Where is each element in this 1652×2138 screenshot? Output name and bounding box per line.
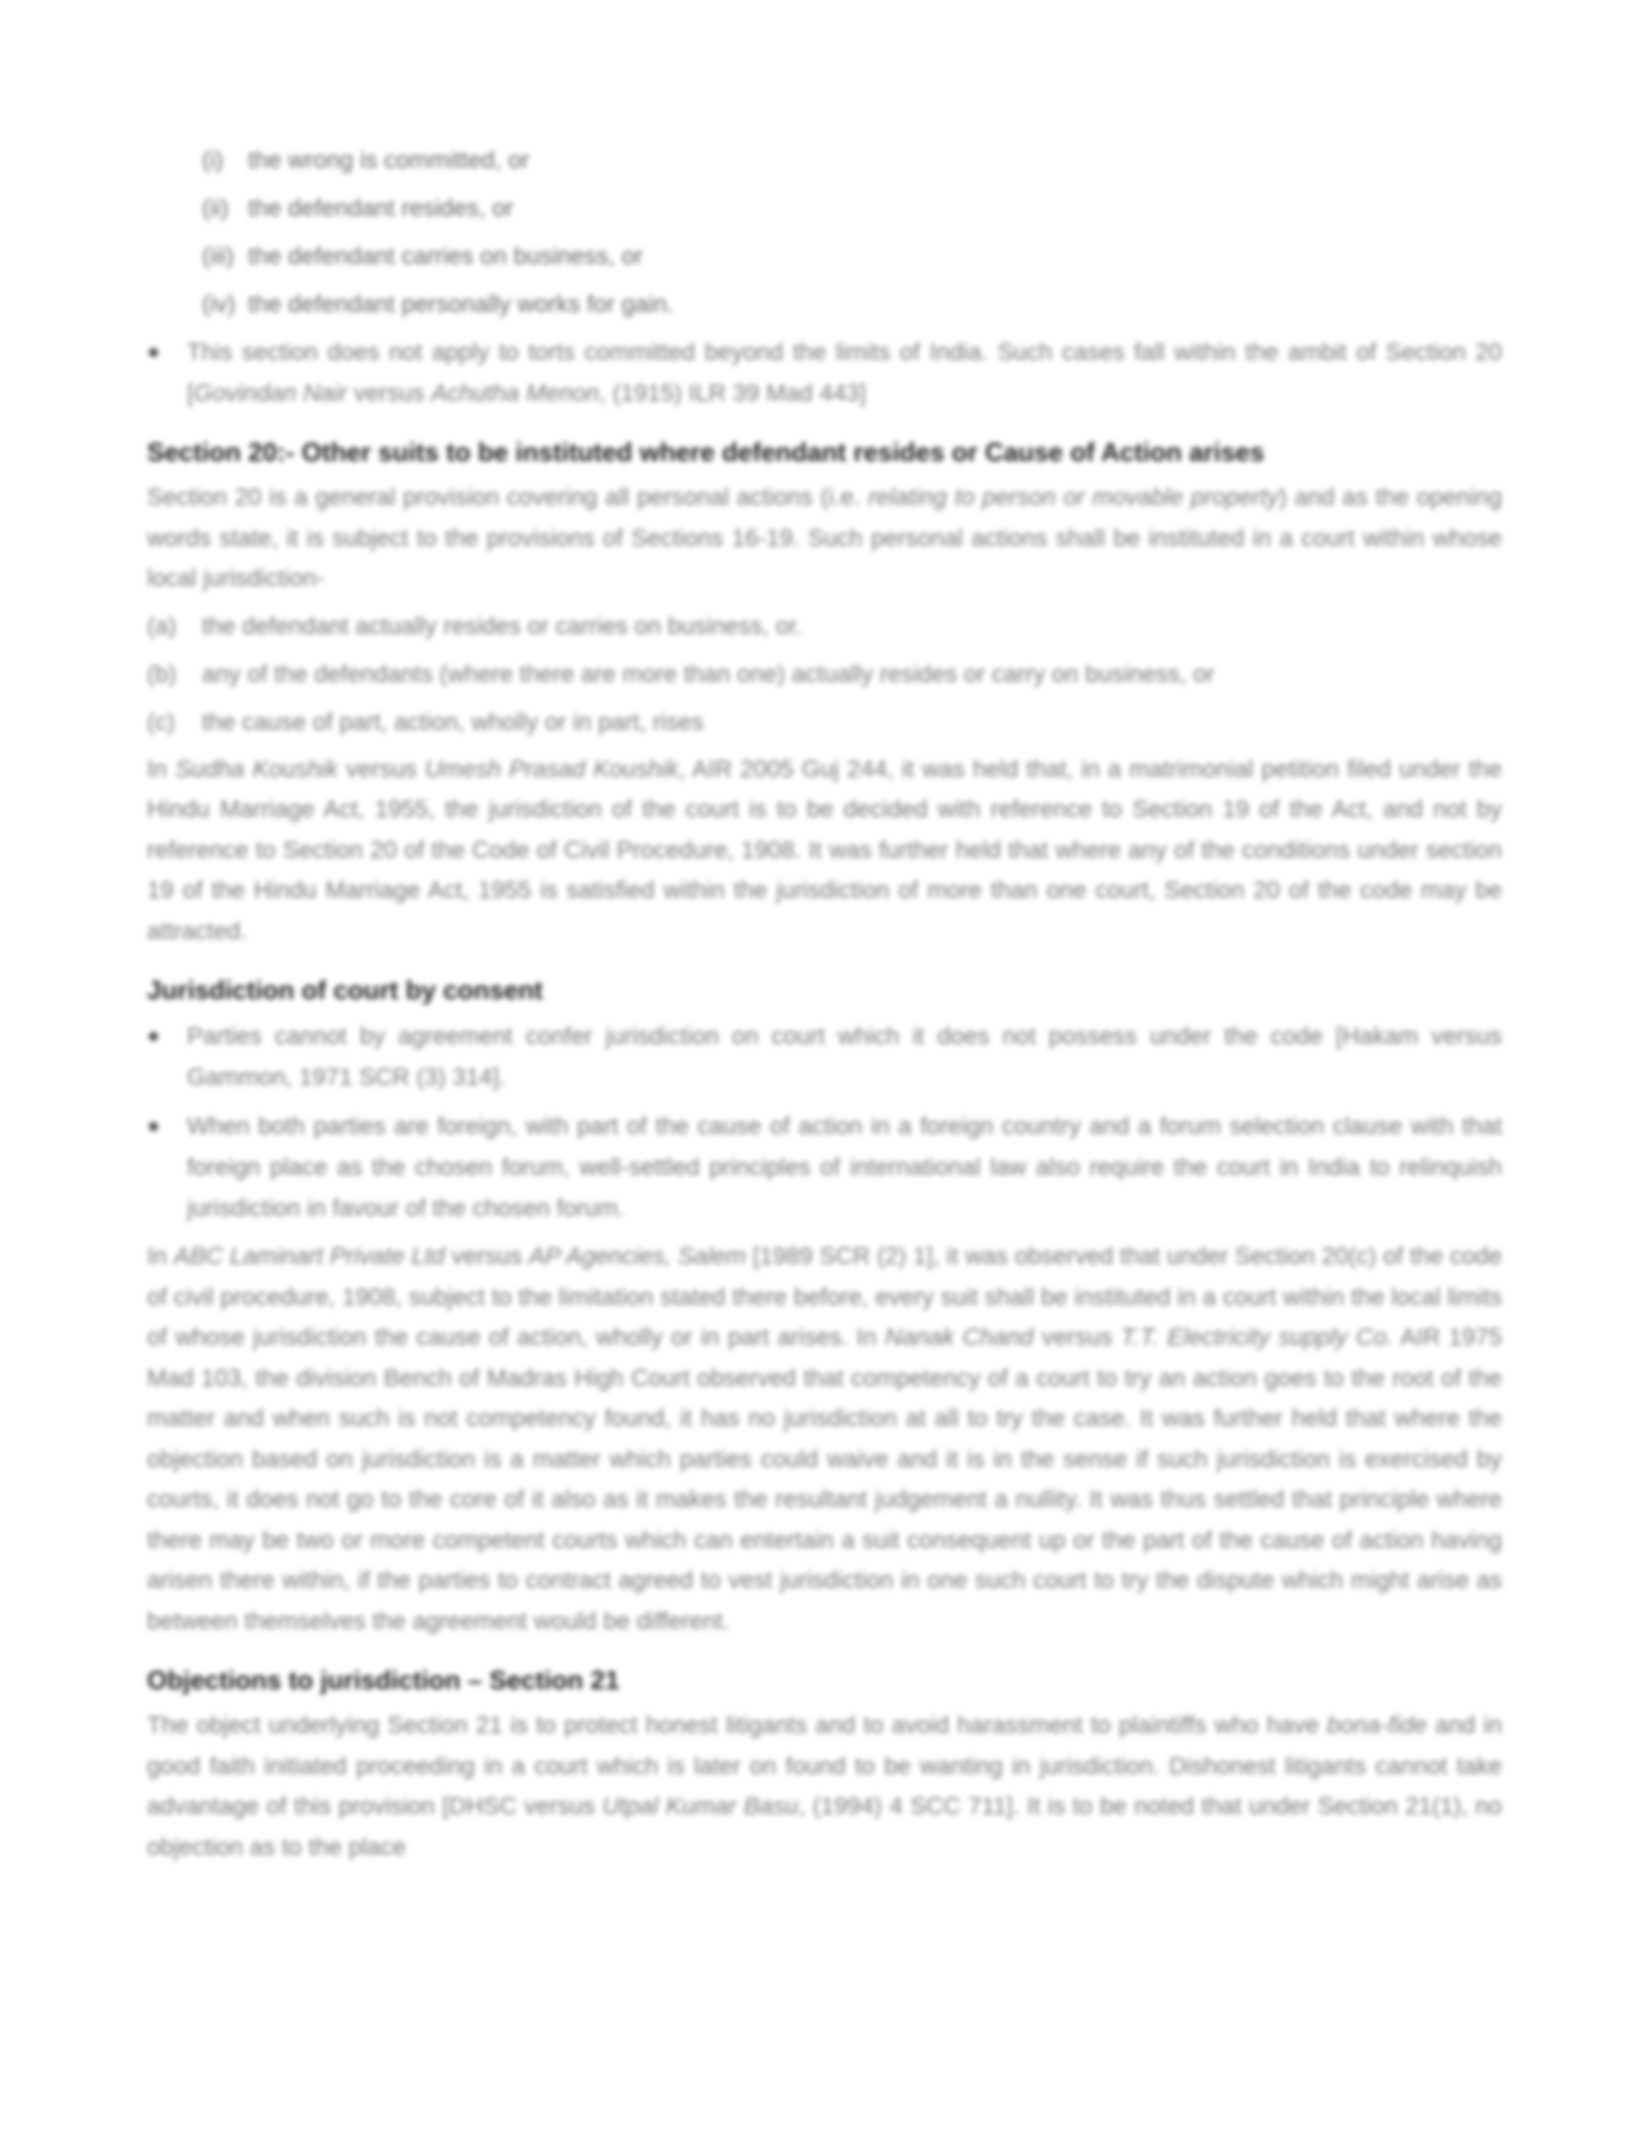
bullet-item: Parties cannot by agreement confer jurisdiction on court which it does not possess under the code [Hakam versus Gammon, 1971 SCR (3) 314]. bbox=[147, 1016, 1502, 1098]
consent-heading: Jurisdiction of court by consent bbox=[147, 975, 543, 1005]
consent-paragraph: In ABC Laminart Private Ltd versus AP Agencies, Salem [1989 SCR (2) 1], it was observed that under Section 20(c) of the code of civil procedure, 1908, subject to the limitation stated there before, every suit shall be instituted in a court within the local limits of whose jurisdiction the cause of action, wholly or in part arises. In Nanak Chand versus T.T. Electricity supply Co. AIR 1975 Mad 103, the division Bench of Madras High Court observed that competency of a court to try an action goes to the root of the matter and when such is not competency found, it has no jurisdiction at all to try the case. It was further held that where the objection based on jurisdiction is a matter which parties could waive and it is in the sense if such jurisdiction is exercised by courts, it does not go to the core of it also as it makes the resultant judgement a nullity. It was thus settled that principle where there may be two or more competent courts which can entertain a suit consequent up or the part of the cause of action having arisen there within, if the parties to contract agreed to vest jurisdiction in one such court to try the dispute which might arise as between themselves the agreement would be different. bbox=[147, 1243, 1503, 1635]
bullet-item: This section does not apply to torts committed beyond the limits of India. Such cases fall within the ambit of Section 20 [Govindan Nair versus Achutha Menon, (1915) ILR 39 Mad 443] bbox=[147, 332, 1502, 414]
alpha-item: (a) the defendant actually resides or carries on business, or. bbox=[147, 612, 803, 640]
alpha-item: (c) the cause of part, action, wholly or in part, rises bbox=[147, 708, 704, 736]
roman-list bbox=[147, 140, 1502, 325]
section-20-heading: Section 20:- Other suits to be instituted where defendant resides or Cause of Action arises bbox=[147, 437, 1265, 467]
roman-item: (ii) the defendant resides, or bbox=[202, 195, 514, 222]
bullet-item: When both parties are foreign, with part of the cause of action in a foreign country and a forum selection clause with that foreign place as the chosen forum, well-settled principles of international law also require the court in India to relinquish jurisdiction in favour of the chosen forum. bbox=[147, 1106, 1502, 1229]
alpha-item: (b) any of the defendants (where there are more than one) actually resides or carry on business, or bbox=[147, 660, 1215, 688]
objections-heading: Objections to jurisdiction – Section 21 bbox=[147, 1665, 620, 1695]
bullet-list-torts bbox=[147, 332, 1502, 414]
roman-item: (i) the wrong is committed, or bbox=[202, 147, 530, 174]
objections-paragraph: The object underlying Section 21 is to protect honest litigants and to avoid harassment to plaintiffs who have bona-fide and in good faith initiated proceeding in a court which is later on found to be wanting in jurisdiction. Dishonest litigants cannot take advantage of this provision [DHSC versus Utpal Kumar Basu, (1994) 4 SCC 711]. It is to be noted that under Section 21(1), no objection as to the place bbox=[147, 1712, 1502, 1861]
section-20-paragraph: Section 20 is a general provision covering all personal actions (i.e. relating to person or movable property) and as the opening words state, it is subject to the provisions of Sections 16-19. Such personal actions shall be instituted in a court within whose local jurisdiction- bbox=[147, 484, 1502, 592]
roman-item: (iii) the defendant carries on business, or bbox=[202, 243, 643, 270]
bullet-list-consent bbox=[147, 1016, 1502, 1229]
roman-item: (iv) the defendant personally works for gain. bbox=[202, 291, 674, 318]
case-paragraph: In Sudha Koushik versus Umesh Prasad Koushik, AIR 2005 Guj 244, it was held that, in a matrimonial petition filed under the Hindu Marriage Act, 1955, the jurisdiction of the court is to be decided with reference to Section 19 of the Act, and not by reference to Section 20 of the Code of Civil Procedure, 1908. It was further held that where any of the conditions under section 19 of the Hindu Marriage Act, 1955 is satisfied within the jurisdiction of more than one court, Section 20 of the code may be attracted. bbox=[147, 755, 1502, 945]
